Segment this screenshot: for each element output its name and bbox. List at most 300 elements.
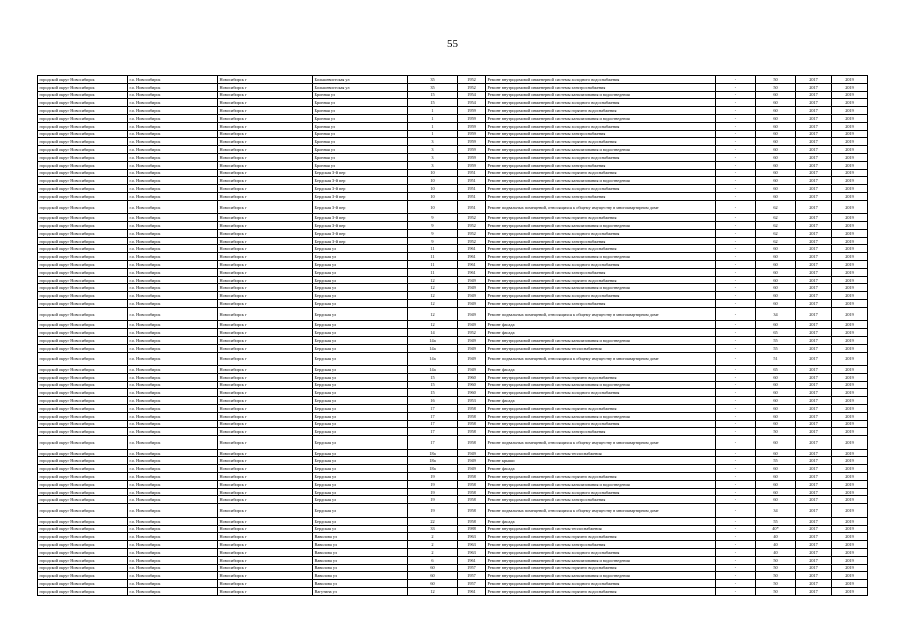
district-cell: городской округ Новосибирск [38,373,128,381]
district-cell: городской округ Новосибирск [38,200,128,214]
end-year-cell: 2019 [832,373,868,381]
municipality-cell: г.о. Новосибирск [128,572,218,580]
work-type-cell: Ремонт внутридомовой инженерной системы электроснабжения [486,130,716,138]
house-number-cell: 35 [408,83,458,91]
work-type-cell: Ремонт внутридомовой инженерной системы холодного водоснабжения [486,229,716,237]
start-year-cell: 2017 [796,428,832,436]
start-year-cell: 2017 [796,397,832,405]
table-row [38,404,868,412]
table-row [38,153,868,161]
work-type-cell: Ремонт внутридомовой инженерной системы горячего водоснабжения [486,473,716,481]
house-number-cell: 18а [408,449,458,457]
empty-marker-cell: - [716,268,756,276]
start-year-cell: 2017 [796,449,832,457]
street-cell: Бердская 3-й пер [313,214,408,222]
district-cell: городской округ Новосибирск [38,76,128,84]
street-cell: Бердская 3-й пер [313,200,408,214]
locality-cell: Новосибирск г [218,366,313,374]
empty-marker-cell: - [716,200,756,214]
house-number-cell: 12 [408,292,458,300]
street-cell: Бердская ул [313,381,408,389]
empty-marker-cell: - [716,480,756,488]
empty-marker-cell: - [716,488,756,496]
locality-cell: Новосибирск г [218,473,313,481]
start-year-cell: 2017 [796,336,832,344]
municipality-cell: г.о. Новосибирск [128,253,218,261]
house-number-cell: 15 [408,91,458,99]
municipality-cell: г.о. Новосибирск [128,169,218,177]
end-year-cell: 2019 [832,436,868,450]
street-cell: Бердская ул [313,473,408,481]
district-cell: городской округ Новосибирск [38,83,128,91]
start-year-cell: 2017 [796,404,832,412]
start-year-cell: 2017 [796,344,832,352]
start-year-cell: 2017 [796,253,832,261]
end-year-cell: 2019 [832,76,868,84]
municipality-cell: г.о. Новосибирск [128,161,218,169]
cost-cell: 60 [756,114,796,122]
cost-cell: 65 [756,366,796,374]
house-number-cell: 14 [408,329,458,337]
empty-marker-cell: - [716,329,756,337]
cost-cell: 60 [756,321,796,329]
end-year-cell: 2019 [832,517,868,525]
district-cell: городской округ Новосибирск [38,177,128,185]
empty-marker-cell: - [716,436,756,450]
end-year-cell: 2019 [832,169,868,177]
empty-marker-cell: - [716,169,756,177]
start-year-cell: 2017 [796,146,832,154]
work-type-cell: Ремонт подвальных помещений, относящихся к общему имуществу в многоквартирном доме [486,200,716,214]
street-cell: Бердская ул [313,420,408,428]
cost-cell: 60 [756,268,796,276]
house-number-cell: 3 [408,146,458,154]
street-cell: Бердская ул [313,436,408,450]
municipality-cell: г.о. Новосибирск [128,457,218,465]
house-number-cell: 11 [408,245,458,253]
district-cell: городской округ Новосибирск [38,465,128,473]
locality-cell: Новосибирск г [218,321,313,329]
house-number-cell: 9 [408,237,458,245]
cost-cell: 60 [756,389,796,397]
locality-cell: Новосибирск г [218,548,313,556]
work-type-cell: Ремонт внутридомовой инженерной системы горячего водоснабжения [486,169,716,177]
table-row [38,261,868,269]
work-type-cell: Ремонт подвальных помещений, относящихся к общему имуществу в многоквартирном доме [486,352,716,366]
cost-cell: 50 [756,83,796,91]
work-type-cell: Ремонт подвальных помещений, относящихся к общему имуществу в многоквартирном доме [486,307,716,321]
table-row [38,504,868,518]
start-year-cell: 2017 [796,412,832,420]
start-year-cell: 2017 [796,457,832,465]
empty-marker-cell: - [716,321,756,329]
table-row [38,389,868,397]
municipality-cell: г.о. Новосибирск [128,428,218,436]
table-row [38,169,868,177]
table-row [38,336,868,344]
build-year-cell: 1952 [458,214,486,222]
locality-cell: Новосибирск г [218,457,313,465]
municipality-cell: г.о. Новосибирск [128,587,218,595]
house-number-cell: 22 [408,517,458,525]
empty-marker-cell: - [716,76,756,84]
municipality-cell: г.о. Новосибирск [128,321,218,329]
street-cell: Бердская ул [313,366,408,374]
locality-cell: Новосибирск г [218,169,313,177]
end-year-cell: 2019 [832,564,868,572]
house-number-cell: 11 [408,253,458,261]
table-row [38,548,868,556]
build-year-cell: 1949 [458,276,486,284]
house-number-cell: 17 [408,404,458,412]
cost-cell: 50 [756,587,796,595]
end-year-cell: 2019 [832,300,868,308]
empty-marker-cell: - [716,428,756,436]
work-type-cell: Ремонт внутридомовой инженерной системы холодного водоснабжения [486,389,716,397]
cost-cell: 40 [756,541,796,549]
district-cell: городской округ Новосибирск [38,261,128,269]
end-year-cell: 2019 [832,336,868,344]
street-cell: Бердская ул [313,268,408,276]
work-type-cell: Ремонт внутридомовой инженерной системы холодного водоснабжения [486,76,716,84]
cost-cell: 60 [756,153,796,161]
end-year-cell: 2019 [832,428,868,436]
start-year-cell: 2017 [796,161,832,169]
municipality-cell: г.о. Новосибирск [128,436,218,450]
house-number-cell: 17 [408,436,458,450]
house-number-cell: 12 [408,300,458,308]
locality-cell: Новосибирск г [218,449,313,457]
house-number-cell: 60 [408,564,458,572]
locality-cell: Новосибирск г [218,122,313,130]
empty-marker-cell: - [716,473,756,481]
street-cell: Бердская ул [313,517,408,525]
municipality-cell: г.о. Новосибирск [128,352,218,366]
municipality-cell: г.о. Новосибирск [128,366,218,374]
district-cell: городской округ Новосибирск [38,300,128,308]
cost-cell: 60 [756,381,796,389]
cost-cell: 60 [756,496,796,504]
empty-marker-cell: - [716,177,756,185]
municipality-cell: г.о. Новосибирск [128,122,218,130]
district-cell: городской округ Новосибирск [38,541,128,549]
end-year-cell: 2019 [832,153,868,161]
street-cell: Бердская 3-й пер [313,185,408,193]
build-year-cell: 1958 [458,496,486,504]
house-number-cell: 14а [408,336,458,344]
empty-marker-cell: - [716,381,756,389]
locality-cell: Новосибирск г [218,533,313,541]
district-cell: городской округ Новосибирск [38,397,128,405]
table-row [38,114,868,122]
locality-cell: Новосибирск г [218,480,313,488]
municipality-cell: г.о. Новосибирск [128,107,218,115]
municipality-cell: г.о. Новосибирск [128,344,218,352]
build-year-cell: 1949 [458,321,486,329]
district-cell: городской округ Новосибирск [38,99,128,107]
street-cell: Бердская ул [313,373,408,381]
start-year-cell: 2017 [796,525,832,533]
cost-cell: 50 [756,556,796,564]
start-year-cell: 2017 [796,214,832,222]
locality-cell: Новосибирск г [218,214,313,222]
work-type-cell: Ремонт фасада [486,329,716,337]
house-number-cell: 14а [408,352,458,366]
municipality-cell: г.о. Новосибирск [128,488,218,496]
table-row [38,321,868,329]
work-type-cell: Ремонт внутридомовой инженерной системы электроснабжения [486,428,716,436]
table-row [38,214,868,222]
build-year-cell: 1959 [458,122,486,130]
end-year-cell: 2019 [832,329,868,337]
table-row [38,480,868,488]
cost-cell: 62 [756,222,796,230]
table-row [38,449,868,457]
cost-cell: 51 [756,352,796,366]
start-year-cell: 2017 [796,541,832,549]
locality-cell: Новосибирск г [218,99,313,107]
empty-marker-cell: - [716,122,756,130]
start-year-cell: 2017 [796,76,832,84]
end-year-cell: 2019 [832,307,868,321]
empty-marker-cell: - [716,517,756,525]
municipality-cell: г.о. Новосибирск [128,146,218,154]
end-year-cell: 2019 [832,525,868,533]
district-cell: городской округ Новосибирск [38,428,128,436]
build-year-cell: 1949 [458,344,486,352]
house-number-cell: 12 [408,307,458,321]
build-year-cell: 1958 [458,420,486,428]
locality-cell: Новосибирск г [218,292,313,300]
work-type-cell: Ремонт крыши [486,457,716,465]
house-number-cell: 60 [408,580,458,588]
house-number-cell: 3 [408,153,458,161]
street-cell: Бронная ул [313,138,408,146]
end-year-cell: 2019 [832,449,868,457]
end-year-cell: 2019 [832,107,868,115]
empty-marker-cell: - [716,222,756,230]
table-row [38,457,868,465]
empty-marker-cell: - [716,107,756,115]
house-number-cell: 1 [408,114,458,122]
empty-marker-cell: - [716,465,756,473]
work-type-cell: Ремонт внутридомовой инженерной системы горячего водоснабжения [486,245,716,253]
work-type-cell: Ремонт внутридомовой инженерной системы канализования и водоотведения [486,336,716,344]
house-number-cell: 12 [408,276,458,284]
district-cell: городской округ Новосибирск [38,237,128,245]
house-number-cell: 10 [408,185,458,193]
municipality-cell: г.о. Новосибирск [128,541,218,549]
street-cell: Бердская ул [313,307,408,321]
start-year-cell: 2017 [796,496,832,504]
empty-marker-cell: - [716,373,756,381]
street-cell: Вавилова ул [313,548,408,556]
street-cell: Бердская ул [313,245,408,253]
end-year-cell: 2019 [832,99,868,107]
house-number-cell: 3 [408,161,458,169]
start-year-cell: 2017 [796,352,832,366]
municipality-cell: г.о. Новосибирск [128,389,218,397]
build-year-cell: 1959 [458,130,486,138]
municipality-cell: г.о. Новосибирск [128,525,218,533]
build-year-cell: 1958 [458,404,486,412]
work-type-cell: Ремонт фасада [486,517,716,525]
empty-marker-cell: - [716,292,756,300]
district-cell: городской округ Новосибирск [38,496,128,504]
locality-cell: Новосибирск г [218,245,313,253]
empty-marker-cell: - [716,214,756,222]
municipality-cell: г.о. Новосибирск [128,192,218,200]
district-cell: городской округ Новосибирск [38,253,128,261]
table-row [38,122,868,130]
work-type-cell: Ремонт внутридомовой инженерной системы канализования и водоотведения [486,381,716,389]
build-year-cell: 1952 [458,237,486,245]
cost-cell: 60 [756,253,796,261]
work-type-cell: Ремонт внутридомовой инженерной системы холодного водоснабжения [486,153,716,161]
start-year-cell: 2017 [796,473,832,481]
municipality-cell: г.о. Новосибирск [128,381,218,389]
house-number-cell: 1 [408,122,458,130]
house-number-cell: 19 [408,504,458,518]
street-cell: Бронная ул [313,161,408,169]
locality-cell: Новосибирск г [218,564,313,572]
locality-cell: Новосибирск г [218,525,313,533]
table-row [38,268,868,276]
end-year-cell: 2019 [832,420,868,428]
build-year-cell: 1959 [458,114,486,122]
table-row [38,177,868,185]
end-year-cell: 2019 [832,222,868,230]
cost-cell: 50 [756,580,796,588]
street-cell: Бердская ул [313,389,408,397]
house-number-cell: 15 [408,381,458,389]
build-year-cell: 1960 [458,373,486,381]
locality-cell: Новосибирск г [218,496,313,504]
district-cell: городской округ Новосибирск [38,533,128,541]
work-type-cell: Ремонт внутридомовой инженерной системы канализования и водоотведения [486,177,716,185]
table-row [38,229,868,237]
municipality-cell: г.о. Новосибирск [128,237,218,245]
house-number-cell: 18а [408,465,458,473]
house-number-cell: 17 [408,420,458,428]
district-cell: городской округ Новосибирск [38,276,128,284]
district-cell: городской округ Новосибирск [38,321,128,329]
end-year-cell: 2019 [832,284,868,292]
start-year-cell: 2017 [796,268,832,276]
work-type-cell: Ремонт внутридомовой инженерной системы электроснабжения [486,496,716,504]
work-type-cell: Ремонт фасада [486,465,716,473]
locality-cell: Новосибирск г [218,146,313,154]
end-year-cell: 2019 [832,587,868,595]
start-year-cell: 2017 [796,436,832,450]
build-year-cell: 1958 [458,436,486,450]
street-cell: Бердская ул [313,253,408,261]
table-row [38,465,868,473]
street-cell: Бердская ул [313,480,408,488]
street-cell: Бердская ул [313,525,408,533]
table-row [38,253,868,261]
empty-marker-cell: - [716,496,756,504]
cost-cell: 60 [756,284,796,292]
locality-cell: Новосибирск г [218,153,313,161]
start-year-cell: 2017 [796,420,832,428]
district-cell: городской округ Новосибирск [38,122,128,130]
end-year-cell: 2019 [832,496,868,504]
build-year-cell: 1949 [458,366,486,374]
build-year-cell: 1952 [458,329,486,337]
table-row [38,91,868,99]
end-year-cell: 2019 [832,253,868,261]
build-year-cell: 1949 [458,284,486,292]
end-year-cell: 2019 [832,122,868,130]
cost-cell: 65 [756,329,796,337]
build-year-cell: 1953 [458,397,486,405]
empty-marker-cell: - [716,261,756,269]
house-number-cell: 19 [408,480,458,488]
street-cell: Вавилова ул [313,533,408,541]
district-cell: городской округ Новосибирск [38,389,128,397]
work-type-cell: Ремонт фасада [486,397,716,405]
empty-marker-cell: - [716,192,756,200]
house-number-cell: 14а [408,344,458,352]
work-type-cell: Ремонт внутридомовой инженерной системы канализования и водоотведения [486,556,716,564]
municipality-cell: г.о. Новосибирск [128,229,218,237]
empty-marker-cell: - [716,229,756,237]
build-year-cell: 1949 [458,352,486,366]
street-cell: Бердская 3-й пер [313,192,408,200]
work-type-cell: Ремонт внутридомовой инженерной системы канализования и водоотведения [486,222,716,230]
cost-cell: 40 [756,533,796,541]
repair-schedule-table [37,75,868,596]
table-row [38,412,868,420]
start-year-cell: 2017 [796,329,832,337]
cost-cell: 55 [756,336,796,344]
empty-marker-cell: - [716,366,756,374]
municipality-cell: г.о. Новосибирск [128,404,218,412]
street-cell: Бердская ул [313,428,408,436]
empty-marker-cell: - [716,138,756,146]
locality-cell: Новосибирск г [218,177,313,185]
street-cell: Бердская 3-й пер [313,169,408,177]
district-cell: городской округ Новосибирск [38,473,128,481]
end-year-cell: 2019 [832,268,868,276]
street-cell: Бердская 3-й пер [313,222,408,230]
district-cell: городской округ Новосибирск [38,436,128,450]
street-cell: Бердская ул [313,276,408,284]
house-number-cell: 19 [408,496,458,504]
house-number-cell: 33 [408,525,458,533]
municipality-cell: г.о. Новосибирск [128,397,218,405]
municipality-cell: г.о. Новосибирск [128,91,218,99]
table-row [38,420,868,428]
work-type-cell: Ремонт внутридомовой инженерной системы электроснабжения [486,268,716,276]
start-year-cell: 2017 [796,245,832,253]
work-type-cell: Ремонт внутридомовой инженерной системы горячего водоснабжения [486,533,716,541]
cost-cell: 60 [756,473,796,481]
build-year-cell: 1958 [458,480,486,488]
build-year-cell: 1988 [458,525,486,533]
house-number-cell: 9 [408,214,458,222]
district-cell: городской округ Новосибирск [38,381,128,389]
table-row [38,146,868,154]
house-number-cell: 15 [408,389,458,397]
street-cell: Бердская ул [313,412,408,420]
municipality-cell: г.о. Новосибирск [128,504,218,518]
locality-cell: Новосибирск г [218,130,313,138]
municipality-cell: г.о. Новосибирск [128,480,218,488]
street-cell: Бердская ул [313,352,408,366]
start-year-cell: 2017 [796,122,832,130]
